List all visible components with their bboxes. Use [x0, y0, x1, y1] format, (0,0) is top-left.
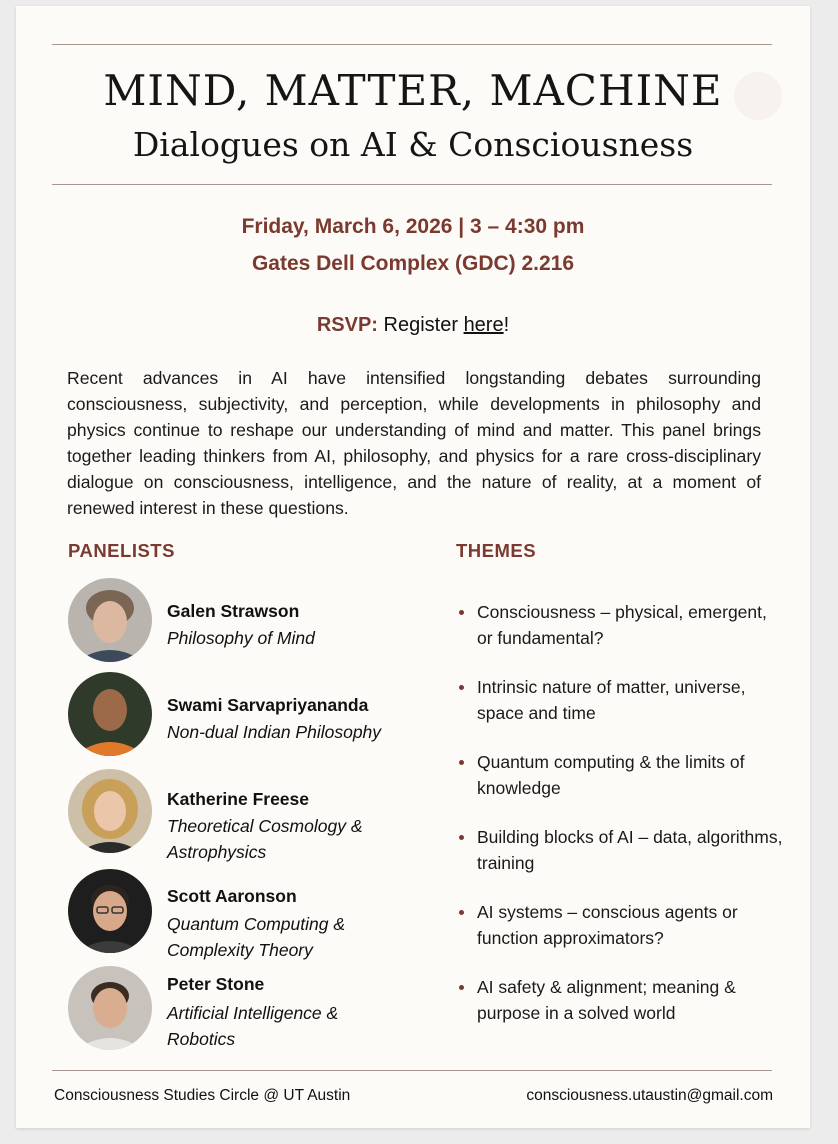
bullet-icon: [459, 685, 464, 690]
panelist-name: Galen Strawson: [167, 601, 300, 621]
event-datetime: Friday, March 6, 2026 | 3 – 4:30 pm: [241, 215, 585, 238]
flyer-page: [16, 6, 810, 1128]
footer-rule: [52, 1070, 772, 1071]
bullet-icon: [459, 835, 464, 840]
avatar: [68, 769, 152, 853]
event-title: MIND, MATTER, MACHINE: [103, 66, 723, 115]
avatar: [68, 869, 152, 953]
panelist-field: Quantum Computing & Complexity Theory: [167, 914, 346, 960]
rsvp-suffix: !: [503, 314, 510, 336]
event-location: Gates Dell Complex (GDC) 2.216: [251, 252, 575, 275]
panelist-name: Scott Aaronson: [167, 886, 297, 906]
top-rule: [52, 44, 772, 45]
theme-item: Quantum computing & the limits of knowledge: [456, 749, 787, 801]
panelist-name: Katherine Freese: [167, 789, 310, 809]
bullet-icon: [459, 910, 464, 915]
rsvp-register-link[interactable]: here: [463, 314, 504, 336]
bullet-icon: [459, 610, 464, 615]
rsvp-line: [16, 314, 810, 337]
rsvp-label: RSVP:: [316, 314, 378, 336]
panelist-name: Swami Sarvapriyananda: [167, 695, 369, 715]
avatar: [68, 578, 152, 662]
theme-item: Building blocks of AI – data, algorithms, training: [456, 824, 787, 876]
panelist-field: Artificial Intelligence & Robotics: [167, 1003, 339, 1049]
event-subtitle: Dialogues on AI & Consciousness: [132, 125, 694, 164]
panelists-heading: PANELISTS: [68, 540, 175, 561]
title-rule: [52, 184, 772, 185]
footer-email[interactable]: consciousness.utaustin@gmail.com: [526, 1087, 773, 1104]
theme-item: Intrinsic nature of matter, universe, space and time: [456, 674, 787, 726]
theme-item: AI systems – conscious agents or function approximators?: [456, 899, 787, 951]
panelist-name: Peter Stone: [167, 974, 265, 994]
panelist-field: Theoretical Cosmology & Astrophysics: [167, 816, 363, 862]
footer-organization: Consciousness Studies Circle @ UT Austin: [54, 1087, 351, 1104]
theme-item: AI safety & alignment; meaning & purpose in a solved world: [456, 974, 787, 1026]
panelist-field: Non-dual Indian Philosophy: [167, 722, 382, 742]
bullet-icon: [459, 985, 464, 990]
avatar: [68, 966, 152, 1050]
bullet-icon: [459, 760, 464, 765]
theme-item: Consciousness – physical, emergent, or fundamental?: [456, 599, 787, 651]
avatar: [68, 672, 152, 756]
themes-heading: THEMES: [456, 540, 537, 561]
rsvp-text: Register: [383, 314, 458, 336]
event-description: Recent advances in AI have intensified longstanding debates surrounding consciousness, subjectivity, and perception, while developments in philosophy and physics continue to reshape our understanding of mind and matter. This panel brings together leading thinkers from AI, philosophy, and physics for a rare cross-disciplinary dialogue on consciousness, intelligence, and the nature of reality, at a moment of renewed interest in these questions.: [67, 368, 761, 518]
panelist-field: Philosophy of Mind: [167, 628, 315, 648]
watermark-seal: [734, 72, 782, 120]
